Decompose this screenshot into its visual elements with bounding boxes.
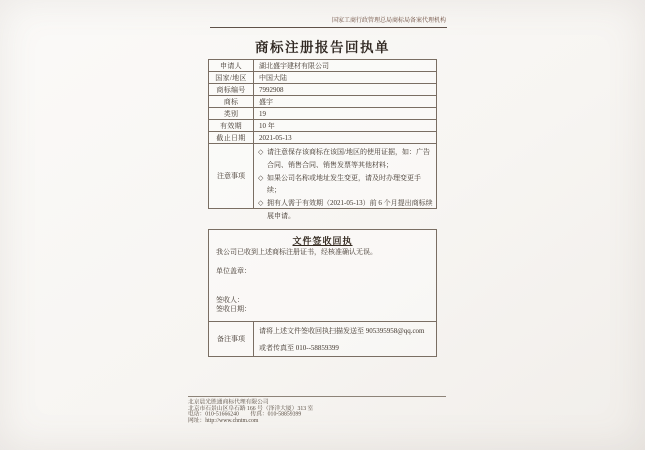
- remark-fax-instruction: 或者传真至 010--58859399: [259, 344, 339, 352]
- table-row-validity: [209, 120, 436, 132]
- remark-body: [254, 322, 436, 356]
- row-label: 国家/地区: [209, 72, 254, 83]
- row-label: 类别: [209, 108, 254, 119]
- row-value: 10 年: [259, 121, 275, 130]
- row-label: 申请人: [209, 60, 254, 71]
- footer-company-name: 北京晨光胜通商标代理有限公司: [188, 398, 269, 405]
- table-row-notes: [209, 144, 436, 220]
- remark-send-instruction: 请将上述文件签收回执扫描发送至 905395958@qq.com: [259, 327, 425, 335]
- footer-phone-fax: 电话：010-51666240 传真：010-58859399: [188, 410, 302, 418]
- sign-date-label: 签收日期：: [216, 305, 251, 313]
- diamond-bullet-icon: ◇: [258, 148, 264, 156]
- receipt-statement: 我公司已收到上述商标注册证书，经核准确认无误。: [216, 248, 377, 256]
- row-label: 有效期: [209, 120, 254, 131]
- row-value: 湖北盛宇建材有限公司: [259, 61, 329, 70]
- row-value: 2021-05-13: [259, 133, 292, 142]
- row-value: 盛宇: [259, 97, 273, 106]
- row-value: 中国大陆: [259, 73, 287, 82]
- agency-filing-note: 国家工商行政管理总局商标局备案代理机构: [332, 16, 446, 24]
- footer-rule: [188, 396, 446, 397]
- table-row-country: [209, 72, 436, 84]
- table-row-expiry-date: [209, 132, 436, 144]
- note-text: 如果公司名称或地址发生变更，请及时办理变更手续；: [267, 173, 421, 195]
- remark-row: [209, 321, 436, 356]
- notes-label: 注意事项: [209, 144, 254, 208]
- table-row-trademark: [209, 96, 436, 108]
- note-item: [258, 172, 434, 198]
- signer-label: 签收人：: [216, 296, 244, 304]
- trademark-info-table: [208, 59, 437, 220]
- note-item: [258, 197, 434, 223]
- row-value: 19: [259, 109, 266, 118]
- agency-footer: [188, 399, 447, 424]
- note-item: [258, 146, 434, 172]
- remark-label: 备注事项: [209, 322, 254, 356]
- diamond-bullet-icon: ◇: [258, 199, 264, 208]
- table-row-applicant: [209, 60, 436, 72]
- row-label: 商标: [209, 96, 254, 107]
- notes-list: [254, 144, 436, 220]
- header-rule: [210, 27, 447, 28]
- receipt-acknowledgement-box: [208, 229, 437, 357]
- table-row-class: [209, 108, 436, 120]
- footer-website: 网址：http://www.chntm.com: [188, 416, 259, 424]
- row-label: 截止日期: [209, 132, 254, 143]
- note-text: 拥有人需于有效期（2021-05-13）前 6 个月提出商标续展申请。: [267, 199, 433, 220]
- company-seal-label: 单位盖章：: [216, 267, 251, 275]
- receipt-title: 文件签收回执: [292, 236, 353, 246]
- page-title: 商标注册报告回执单: [255, 40, 390, 55]
- footer-address: 北京市石景山区阜石路 166 号（泽洋大厦）313 室: [188, 404, 314, 411]
- table-row-trademark-number: [209, 84, 436, 96]
- note-text: 请注意保存该商标在该国/地区的使用证据，如：广告合同、销售合同、销售发票等其他材料；: [267, 148, 430, 169]
- row-value: 7992908: [259, 85, 284, 94]
- diamond-bullet-icon: ◇: [258, 173, 264, 182]
- row-label: 商标编号: [209, 84, 254, 95]
